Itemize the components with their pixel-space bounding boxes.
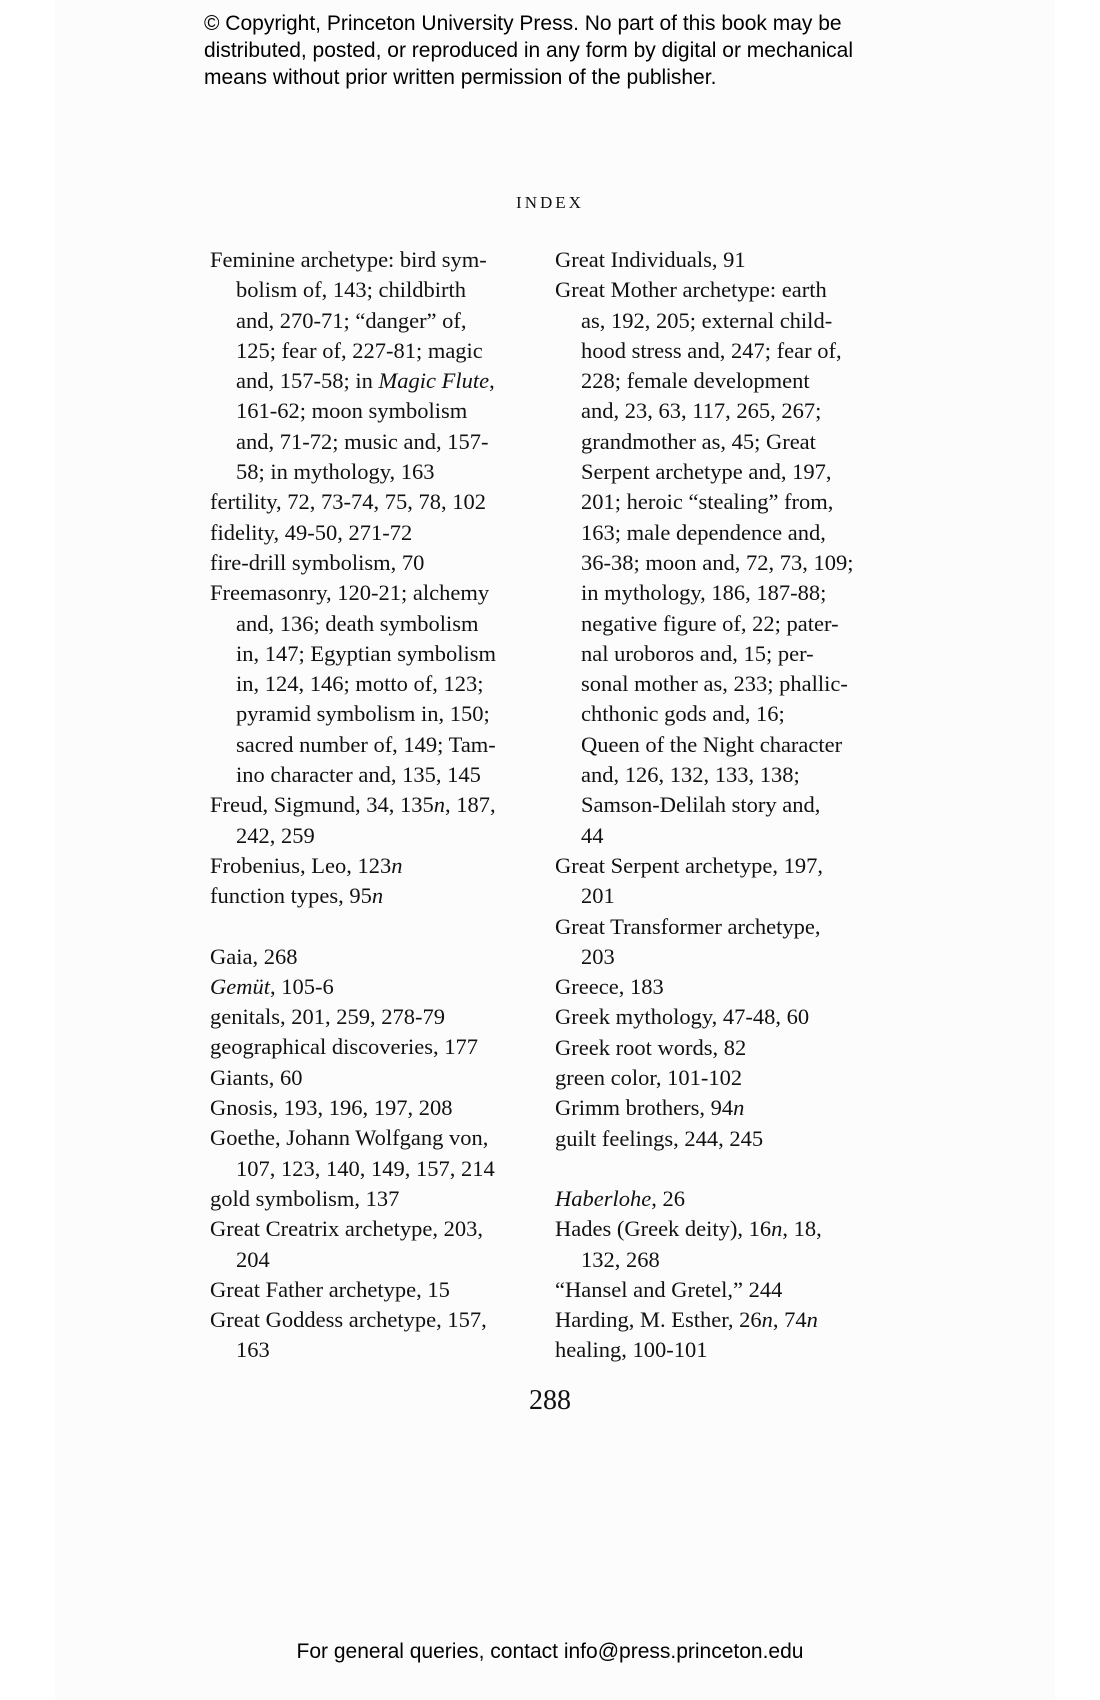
index-entry-line: fertility, 72, 73-74, 75, 78, 102 [210,489,487,515]
copyright-line: © Copyright, Princeton University Press. No part of this book may be [204,12,842,35]
index-entry [555,275,895,851]
index-entry-continuation: 242, 259 [236,822,315,848]
index-entry-continuation: 201; heroic “stealing” from, [581,489,834,515]
index-entry-continuation: and, 136; death symbolism [236,610,479,636]
index-entry-continuation: pyramid symbolism in, 150; [236,701,490,727]
index-entry-continuation: 204 [236,1246,270,1272]
copyright-notice [204,10,1024,91]
index-entry [210,972,540,1002]
index-entry [555,1063,895,1093]
index-entry-line: function types, 95n [210,883,384,909]
index-entry-continuation: 163; male dependence and, [581,519,826,545]
index-entry-continuation: sonal mother as, 233; phallic- [581,671,848,697]
index-entry [555,245,895,275]
index-entry-continuation: 36-38; moon and, 72, 73, 109; [581,549,854,575]
index-entry-continuation: 201 [581,883,615,909]
index-entry-continuation: and, 126, 132, 133, 138; [581,762,800,788]
index-entry-continuation: in mythology, 186, 187-88; [581,580,827,606]
index-entry-continuation: 203 [581,943,615,969]
index-entry-line: healing, 100-101 [555,1337,708,1363]
index-entry [555,1335,895,1365]
index-entry-line: Greek root words, 82 [555,1034,747,1060]
index-entry-continuation: 132, 268 [581,1246,660,1272]
copyright-line: distributed, posted, or reproduced in any form by digital or mechanical [204,39,854,62]
index-entry [210,1063,540,1093]
index-entry [555,912,895,973]
index-entry-line: Great Serpent archetype, 197, [555,852,824,878]
index-entry [210,790,540,851]
index-entry-continuation: Queen of the Night character [581,731,843,757]
index-entry-line: Greece, 183 [555,974,664,1000]
index-entry [555,1305,895,1335]
index-entry [210,1275,540,1305]
index-column-right [555,245,895,1366]
index-entry-line: Hades (Greek deity), 16n, 18, [555,1216,822,1242]
index-entry-continuation: sacred number of, 149; Tam- [236,731,496,757]
index-entry-continuation: 163 [236,1337,270,1363]
copyright-line: means without prior written permission of the publisher. [204,66,717,89]
index-entry [555,972,895,1002]
index-entry [210,942,540,972]
index-entry-continuation: chthonic gods and, 16; [581,701,785,727]
index-entry-continuation: in, 147; Egyptian symbolism [236,640,497,666]
index-column-left [210,245,540,1366]
index-entry-continuation: ino character and, 135, 145 [236,762,481,788]
index-entry-continuation: 125; fear of, 227-81; magic [236,337,483,363]
index-entry [555,1093,895,1123]
index-entry-line: guilt feelings, 244, 245 [555,1125,764,1151]
index-entry-continuation: and, 71-72; music and, 157- [236,428,489,454]
index-entry [210,245,540,487]
index-entry-line: fire-drill symbolism, 70 [210,549,425,575]
index-entry-line: Greek mythology, 47-48, 60 [555,1004,810,1030]
index-entry [555,1275,895,1305]
index-entry-continuation: bolism of, 143; childbirth [236,277,466,303]
index-entry [210,1002,540,1032]
index-entry-line: geographical discoveries, 177 [210,1034,479,1060]
letter-group-gap [210,912,540,942]
index-entry [555,1033,895,1063]
index-entry-line: Great Mother archetype: earth [555,277,827,303]
index-entry-line: Goethe, Johann Wolfgang von, [210,1125,489,1151]
index-entry-continuation: Samson-Delilah story and, [581,792,821,818]
index-entry-continuation: grandmother as, 45; Great [581,428,816,454]
index-entry-line: genitals, 201, 259, 278-79 [210,1004,445,1030]
index-entry-line: Freemasonry, 120-21; alchemy [210,580,490,606]
index-entry-continuation: and, 270-71; “danger” of, [236,307,467,333]
index-entry [210,881,540,911]
index-entry-line: Gnosis, 193, 196, 197, 208 [210,1095,453,1121]
index-entry-continuation: 161-62; moon symbolism [236,398,468,424]
footer-contact: For general queries, contact info@press.princeton.edu [296,1640,804,1663]
index-entry-continuation: in, 124, 146; motto of, 123; [236,671,484,697]
index-entry-line: Gaia, 268 [210,943,298,969]
index-entry-continuation: 107, 123, 140, 149, 157, 214 [236,1155,495,1181]
index-entry [210,1214,540,1275]
index-entry-continuation: 44 [581,822,604,848]
index-entry-line: Great Transformer archetype, [555,913,821,939]
index-entry-line: Haberlohe, 26 [555,1185,685,1211]
index-entry [555,1184,895,1214]
index-entry [555,1124,895,1154]
index-entry-continuation: and, 23, 63, 117, 265, 267; [581,398,822,424]
index-entry [210,1184,540,1214]
index-entry-line: Great Father archetype, 15 [210,1276,450,1302]
index-entry-line: Harding, M. Esther, 26n, 74n [555,1307,818,1333]
index-entry-line: Freud, Sigmund, 34, 135n, 187, [210,792,496,818]
index-entry-line: Feminine archetype: bird sym- [210,247,487,272]
index-entry-line: Great Creatrix archetype, 203, [210,1216,483,1242]
index-entry-continuation: negative figure of, 22; pater- [581,610,839,636]
index-entry-line: Gemüt, 105-6 [210,973,334,999]
index-entry [210,1032,540,1062]
index-entry [555,1002,895,1032]
index-entry-continuation: 58; in mythology, 163 [236,459,435,485]
index-entry-continuation: and, 157-58; in Magic Flute, [236,368,495,394]
index-entry-line: fidelity, 49-50, 271-72 [210,519,413,545]
index-entry [555,1214,895,1275]
index-entry-continuation: nal uroboros and, 15; per- [581,640,814,666]
letter-group-gap [555,1154,895,1184]
index-entry-continuation: as, 192, 205; external child- [581,307,833,333]
index-entry [555,851,895,912]
index-entry [210,578,540,790]
index-entry-line: gold symbolism, 137 [210,1185,400,1211]
index-entry-line: Great Individuals, 91 [555,247,746,272]
index-entry-continuation: 228; female development [581,368,810,394]
index-entry-line: Great Goddess archetype, 157, [210,1307,487,1333]
index-entry-line: green color, 101-102 [555,1065,743,1091]
index-entry [210,1123,540,1184]
index-heading: INDEX [516,193,584,212]
index-entry [210,851,540,881]
index-entry-line: Frobenius, Leo, 123n [210,852,403,878]
index-entry-line: Giants, 60 [210,1064,303,1090]
index-entry-line: “Hansel and Gretel,” 244 [555,1276,783,1302]
index-entry [210,1093,540,1123]
page-number: 288 [529,1385,571,1416]
index-entry [210,518,540,548]
index-entry-line: Grimm brothers, 94n [555,1095,745,1121]
index-entry [210,548,540,578]
index-entry-continuation: Serpent archetype and, 197, [581,459,832,485]
index-entry-continuation: hood stress and, 247; fear of, [581,337,842,363]
index-entry [210,487,540,517]
index-entry [210,1305,540,1366]
